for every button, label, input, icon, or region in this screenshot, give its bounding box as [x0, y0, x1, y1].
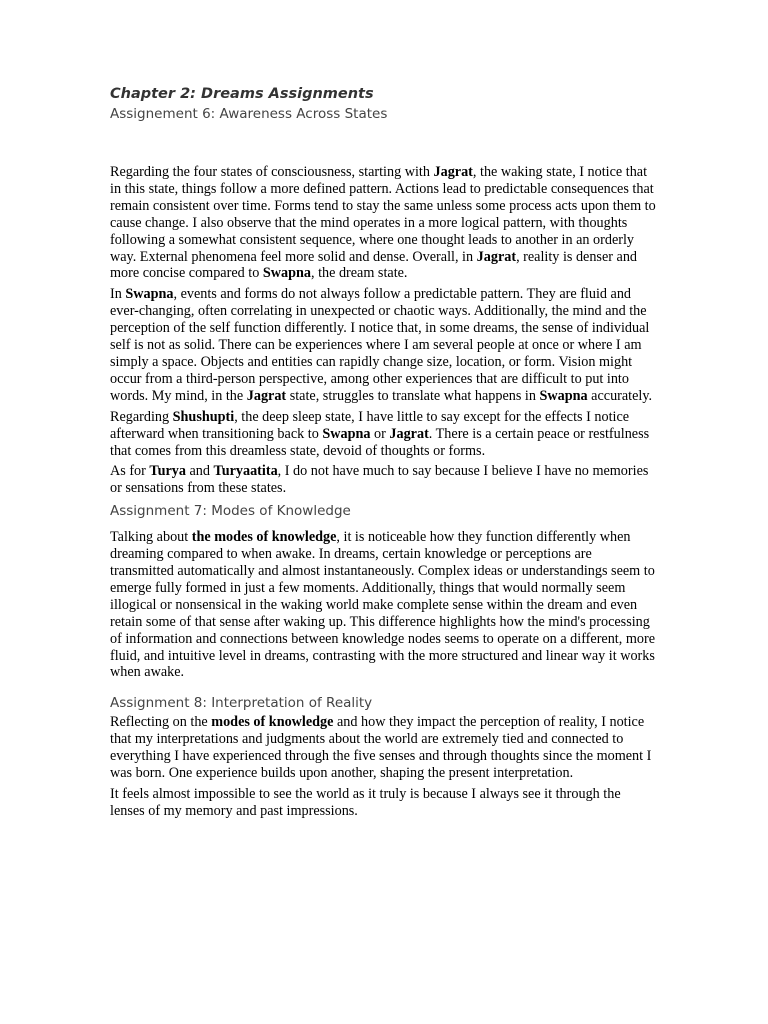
text-run: and — [185, 463, 214, 480]
text-run: Regarding the four states of consciousness, starting with — [110, 164, 434, 180]
bold-term: Swapna — [262, 265, 311, 282]
paragraph — [110, 714, 656, 782]
text-run: Reflecting on the — [110, 714, 212, 731]
text-run: It feels almost impossible to see the world as it truly is because I always see it through the lenses of my memory and past impressions. — [110, 786, 621, 819]
text-run: As for — [110, 463, 150, 480]
text-run: In — [110, 286, 126, 303]
text-run: , the deep sleep state, I have little to say except for the effects I notice afterward when transitioning back to — [110, 408, 630, 442]
paragraph — [110, 786, 656, 820]
bold-term: the modes of knowledge — [191, 529, 337, 546]
section-heading-assignment-7: Assignment 7: Modes of Knowledge — [110, 503, 351, 520]
bold-term: Jagrat — [389, 425, 429, 442]
text-run: , the waking state, I notice that in this state, things follow a more defined pattern. Actions lead to predictable consequences that remain consistent over time. Forms tend to stay the same unless some process acts upon them to cause change. I also observe that the mind operates in a more logical pattern, with thoughts following a somewhat consistent sequence, where one thought leads to another in an orderly way. External phenomena feel more solid and dense. Overall, in — [110, 164, 656, 265]
bold-term: Shushupti — [172, 408, 235, 425]
text-run: accurately. — [587, 387, 653, 404]
bold-term: modes of knowledge — [211, 714, 334, 731]
text-run: , events and forms do not always follow a predictable pattern. They are fluid and ever-changing, often correlating in unexpected or chaotic ways. Additionally, the mind and the perception of the self function differently. I notice that, in some dreams, the sense of individual self is not as solid. There can be experiences where I am several people at once or where I am simply a space. Objects and entities can rapidly change size, location, or form. Vision might occur from a third-person perspective, among other experiences that are difficult to put into words. My mind, in the — [110, 286, 650, 404]
text-run: , it is noticeable how they function differently when dreaming compared to when awake. In dreams, certain knowledge or perceptions are transmitted automatically and almost instantaneously. Complex ideas or understandings seem to emerge fully formed in just a few moments. Additionally, things that would normally seem illogical or nonsensical in the waking world make complete sense within the dream and even retain some of that sense after waking up. This difference highlights how the mind's processing of information and connections between knowledge nodes seems to operate on a different, more fluid, and intuitive level in dreams, contrasting with the more structured and linear way it works when awake. — [110, 529, 655, 681]
bold-term: Swapna — [125, 286, 174, 303]
bold-term: Jagrat — [433, 164, 473, 180]
bold-term: Turya — [149, 463, 186, 480]
paragraph — [110, 463, 656, 497]
text-run: , reality is denser and more concise compared to — [110, 248, 638, 282]
bold-term: Swapna — [539, 387, 588, 404]
chapter-title: Chapter 2: Dreams Assignments — [110, 86, 374, 102]
text-run: or — [370, 425, 390, 442]
text-run: Talking about — [110, 529, 192, 546]
paragraph — [110, 529, 656, 681]
text-run: , I do not have much to say because I believe I have no memories or sensations from these states. — [110, 463, 649, 497]
text-run: state, struggles to translate what happens in — [286, 387, 540, 404]
bold-term: Turyaatita — [213, 463, 278, 480]
bold-term: Jagrat — [246, 387, 287, 404]
bold-term: Swapna — [322, 425, 371, 442]
section-heading-assignment-8: Assignment 8: Interpretation of Reality — [110, 695, 373, 712]
section-heading-assignment-6: Assignement 6: Awareness Across States — [110, 106, 388, 122]
bold-term: Jagrat — [476, 248, 517, 265]
text-run: , the dream state. — [310, 265, 408, 282]
paragraph — [110, 409, 656, 460]
text-run: Regarding — [110, 408, 173, 425]
text-run: . There is a certain peace or restfulness that comes from this dreamless state, devoid of thoughts or forms. — [110, 425, 650, 459]
text-run: and how they impact the perception of reality, I notice that my interpretations and judgments about the world are extremely tied and connected to everything I have experienced through the five senses and through thoughts since the moment I was born. One experience builds upon another, shaping the present interpretation. — [110, 714, 652, 782]
paragraph — [110, 286, 656, 404]
paragraph — [110, 164, 656, 282]
